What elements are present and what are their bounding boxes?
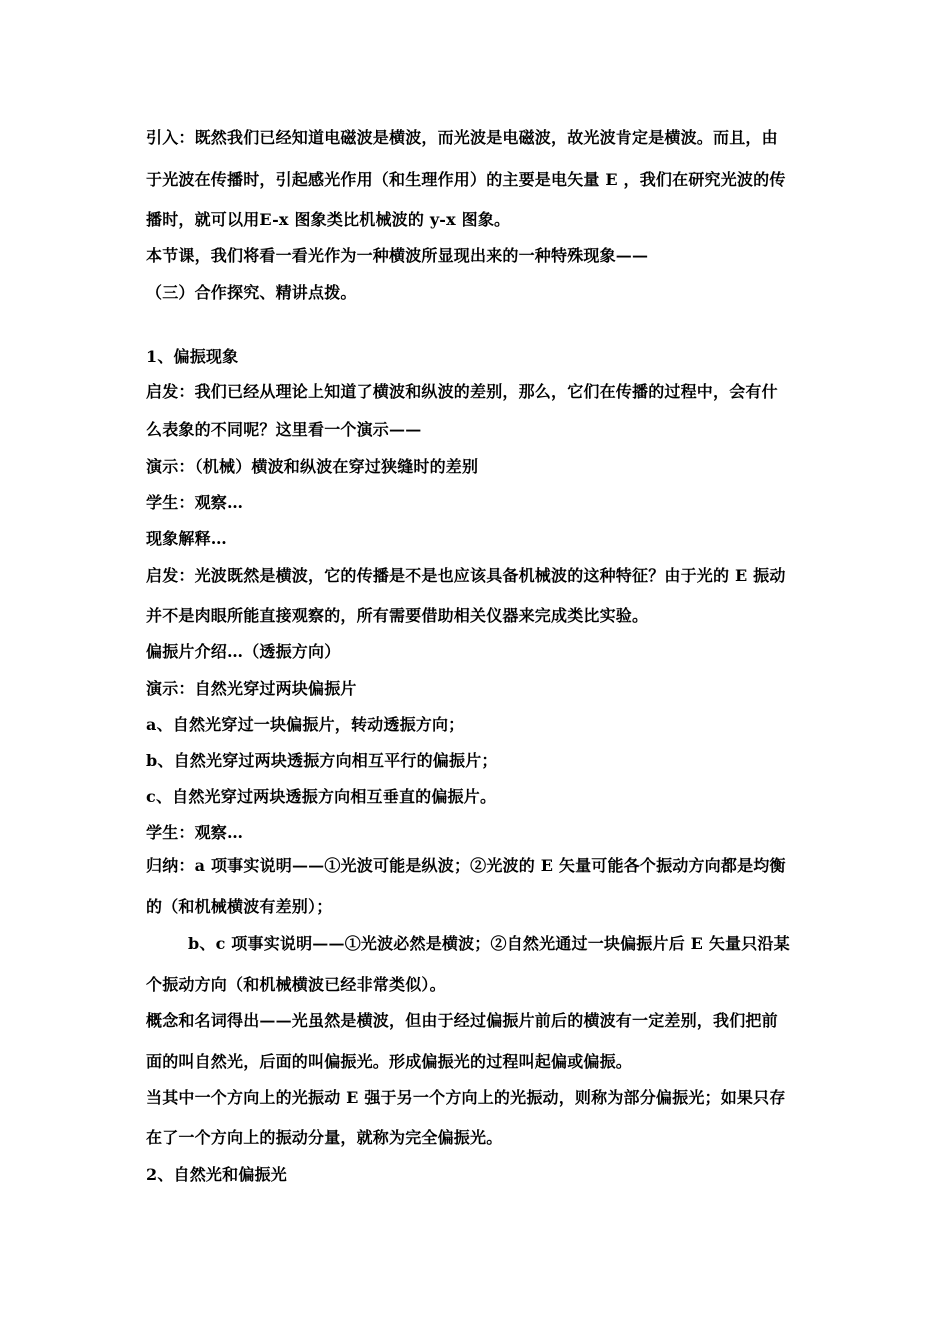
intro-line-1: 引入：既然我们已经知道电磁波是横波，而光波是电磁波，故光波肯定是横波。而且，由 — [146, 128, 778, 147]
student-line-1: 学生：观察… — [146, 493, 244, 512]
inspire2-line-1: 启发：光波既然是横波，它的传播是不是也应该具备机械波的这种特征？由于光的 E 振动 — [146, 566, 786, 585]
inspire-line-2: 么表象的不同呢？这里看一个演示—— — [146, 420, 422, 439]
section-heading: （三）合作探究、精讲点拨。 — [146, 283, 357, 302]
intro-line-2: 于光波在传播时，引起感光作用（和生理作用）的主要是电矢量 E ，我们在研究光波的传 — [146, 170, 786, 189]
item-b-line: b、自然光穿过两块透振方向相互平行的偏振片； — [146, 751, 498, 770]
subsection-heading-1: 1、偏振现象 — [146, 347, 239, 366]
lesson-intro-line: 本节课，我们将看一看光作为一种横波所显现出来的一种特殊现象—— — [146, 246, 649, 265]
demo-line-2: 演示：自然光穿过两块偏振片 — [146, 679, 357, 698]
summary-line-1: 归纳：a 项事实说明——①光波可能是纵波；②光波的 E 矢量可能各个振动方向都是均衡 — [146, 856, 786, 875]
student-line-2: 学生：观察… — [146, 823, 244, 842]
polarizer-intro-line: 偏振片介绍…（透振方向） — [146, 642, 341, 661]
partial-polarization-line-2: 在了一个方向上的振动分量，就称为完全偏振光。 — [146, 1128, 503, 1147]
inspire2-line-2: 并不是肉眼所能直接观察的，所有需要借助相关仪器来完成类比实验。 — [146, 606, 649, 625]
partial-polarization-line-1: 当其中一个方向上的光振动 E 强于另一个方向上的光振动，则称为部分偏振光；如果只存 — [146, 1088, 786, 1107]
item-c-line: c、自然光穿过两块透振方向相互垂直的偏振片。 — [146, 787, 497, 806]
summary-line-2: 的（和机械横波有差别）； — [146, 897, 333, 916]
concept-line-1: 概念和名词得出——光虽然是横波，但由于经过偏振片前后的横波有一定差别，我们把前 — [146, 1011, 778, 1030]
explain-line: 现象解释… — [146, 529, 228, 548]
subsection-heading-2: 2、自然光和偏振光 — [146, 1165, 287, 1184]
summary-line-3: b、c 项事实说明——①光波必然是横波；②自然光通过一块偏振片后 E 矢量只沿某 — [188, 934, 790, 953]
intro-line-3: 播时，就可以用E-x 图象类比机械波的 y-x 图象。 — [146, 210, 511, 229]
item-a-line: a、自然光穿过一块偏振片，转动透振方向； — [146, 715, 465, 734]
demo-line-1: 演示：（机械）横波和纵波在穿过狭缝时的差别 — [146, 457, 479, 476]
inspire-line-1: 启发：我们已经从理论上知道了横波和纵波的差别，那么，它们在传播的过程中，会有什 — [146, 382, 778, 401]
summary-line-4: 个振动方向（和机械横波已经非常类似）。 — [146, 975, 446, 994]
concept-line-2: 面的叫自然光，后面的叫偏振光。形成偏振光的过程叫起偏或偏振。 — [146, 1052, 633, 1071]
